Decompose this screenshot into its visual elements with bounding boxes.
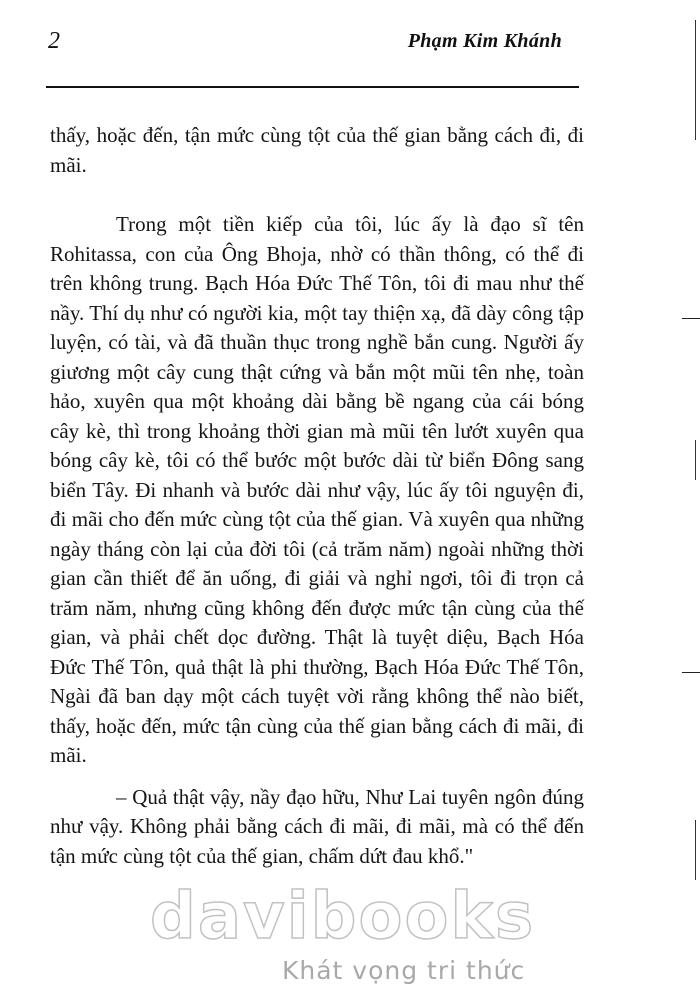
scan-edge-line [695,440,696,480]
paragraph: Trong một tiền kiếp của tôi, lúc ấy là đạo sĩ tên Rohitassa, con của Ông Bhoja, nhờ có thần thông, có thể đi trên không trung. Bạch Hóa Đức Thế Tôn, tôi đi mau như thế nầy. Thí dụ như có người kia, một tay thiện xạ, đã dày công tập luyện, có tài, và đã thuần thục trong nghề bắn cung. Người ấy giương một cây cung thật cứng và bắn một mũi tên nhẹ, toàn hảo, xuyên qua một khoảng dài bằng bề ngang của cái bóng cây kè, thì trong khoảng thời gian mà mũi tên lướt xuyên qua bóng cây kè, tôi có thể bước một bước dài từ biển Đông sang biển Tây. Đi nhanh và bước dài như vậy, lúc ấy tôi nguyện đi, đi mãi cho đến mức cùng tột của thế gian. Và xuyên qua những ngày tháng còn lại của đời tôi (cả trăm năm) ngoài những thời gian cần thiết để ăn uống, đi giải và nghỉ ngơi, tôi đi trọn cả trăm năm, nhưng cũng không đến được mức tận cùng của thế gian, và phải chết dọc đường. Thật là tuyệt diệu, Bạch Hóa Đức Thế Tôn, quả thật là phi thường, Bạch Hóa Đức Thế Tôn, Ngài đã ban dạy một cách tuyệt vời rằng không thể nào biết, thấy, hoặc đến, mức tận cùng của thế gian bằng cách đi mãi, đi mãi. [50,212,584,767]
paragraph: – Quả thật vậy, nầy đạo hữu, Như Lai tuyên ngôn đúng như vậy. Không phải bằng cách đi mãi, đi mãi, mà có thể đến tận mức cùng tột của thế gian, chấm dứt đau khổ." [50,784,584,868]
watermark-tagline: Khát vọng tri thức [282,956,526,985]
header-rule [46,86,579,88]
watermark-logo: davibooks [150,880,536,954]
paragraph: thấy, hoặc đến, tận mức cùng tột của thế gian bằng cách đi, đi mãi. [50,123,584,177]
body-text [50,121,584,871]
running-head: Phạm Kim Khánh [407,30,562,52]
page-header [0,0,700,100]
scan-edge-mark [682,672,700,673]
page-number: 2 [48,28,60,54]
scan-edge-line [695,20,696,140]
scan-edge-mark [682,318,700,319]
scan-edge-line [695,820,696,880]
